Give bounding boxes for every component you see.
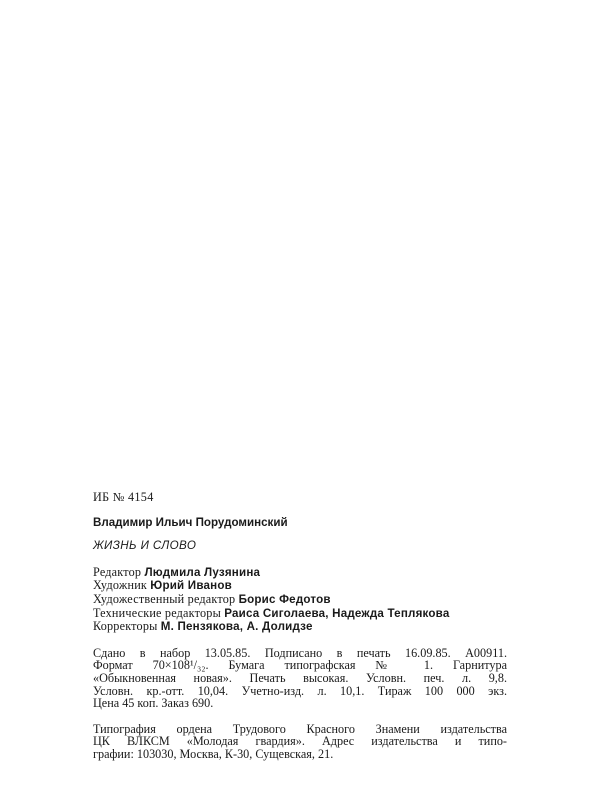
credit-names: Юрий Иванов <box>150 579 232 593</box>
credit-tech-editors <box>93 607 523 621</box>
book-title: ЖИЗНЬ И СЛОВО <box>93 539 197 553</box>
credit-proofreaders <box>93 620 523 634</box>
printer-block <box>93 723 523 761</box>
credits-block <box>93 566 523 634</box>
credit-role: Технические редакторы <box>93 605 221 620</box>
credit-role: Редактор <box>93 564 142 579</box>
printer-line: графии: 103030, Москва, К-30, Сущевская, 21. <box>93 746 334 761</box>
imprint-line: «Обыкновенная новая». Печать высокая. Условн. печ. л. 9,8. <box>93 670 507 685</box>
imprint-line: Условн. кр.-отт. 10,04. Учетно-изд. л. 10,1. Тираж 100 000 экз. <box>93 683 507 698</box>
colophon <box>93 491 523 761</box>
imprint-line: Сдано в набор 13.05.85. Подписано в печать 16.09.85. А00911. <box>93 645 507 660</box>
credit-names: М. Пензякова, А. Долидзе <box>160 620 313 634</box>
imprint-line: Формат 70×108¹/₃₂. Бумага типографская № 1. Гарнитура <box>93 658 507 673</box>
printer-line: ЦК ВЛКСМ «Молодая гвардия». Адрес издательства и типо- <box>93 734 507 749</box>
credit-names: Раиса Сиголаева, Надежда Теплякова <box>224 606 450 620</box>
printer-line: Типография ордена Трудового Красного Знамени издательства <box>93 721 507 736</box>
author-name: Владимир Ильич Порудоминский <box>93 515 288 529</box>
credit-role: Художественный редактор <box>93 591 236 606</box>
imprint-line: Цена 45 коп. Заказ 690. <box>93 696 214 711</box>
credit-names: Людмила Лузянина <box>144 565 261 579</box>
credit-artist <box>93 579 523 593</box>
credit-names: Борис Федотов <box>238 592 331 606</box>
credit-art-editor <box>93 593 523 607</box>
imprint-block <box>93 647 523 710</box>
credit-role: Корректоры <box>93 619 158 634</box>
credit-role: Художник <box>93 578 148 593</box>
credit-editor <box>93 566 523 580</box>
ib-number: ИБ № 4154 <box>93 490 154 504</box>
